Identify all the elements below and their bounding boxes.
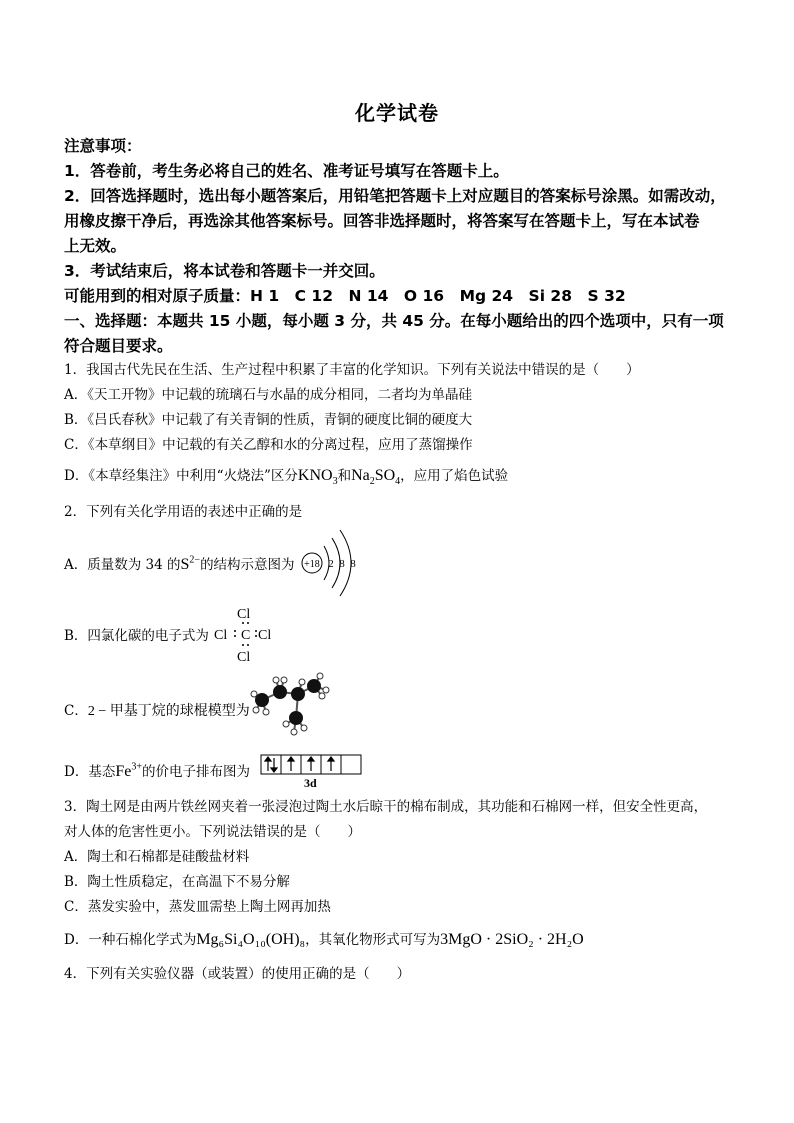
cl-right: Cl (258, 628, 272, 643)
shell-2-electrons: 8 (339, 558, 345, 570)
q3-d-asbestos-formula: Mg₆Si₄O₁₀(OH)₈ (196, 931, 306, 948)
q3-option-b: B．陶土性质稳定，在高温下不易分解 (64, 874, 290, 890)
2-methylbutane-ball-and-stick-model (250, 672, 335, 742)
cl-left: Cl (214, 628, 228, 643)
q2-option-b: B．四氯化碳的电子式为 (64, 628, 209, 644)
q3-stem-line-2: 对人体的危害性更小。下列说法错误的是（ ） (64, 824, 361, 840)
q3-d-oxide-formula: 3MgO · 2SiO₂ · 2H₂O (440, 931, 584, 948)
q4-stem: 4．下列有关实验仪器（或装置）的使用正确的是（ ） (64, 966, 411, 982)
q3-option-a: A．陶土和石棉都是硅酸盐材料 (64, 849, 250, 865)
sulfide-ion-structure-diagram (298, 526, 368, 601)
page-title: 化学试卷 (355, 101, 439, 125)
notice-item-2-line-2: 用橡皮擦干净后，再选涂其他答案标号。回答非选择题时，将答案写在答题卡上，写在本试卷 (64, 212, 700, 230)
q1-option-c: C．《本草纲目》中记载的有关乙醇和水的分离过程，应用了蒸馏操作 (64, 437, 473, 453)
section-1-heading-line-1: 一、选择题：本题共 15 小题，每小题 3 分，共 45 分。在每小题给出的四个选项中，只有一项 (64, 312, 724, 330)
section-1-heading-line-2: 符合题目要求。 (64, 337, 173, 355)
q3-option-d: D．一种石棉化学式为Mg₆Si₄O₁₀(OH)₈，其氧化物形式可写为3MgO · 2SiO₂ · 2H₂O (64, 931, 584, 948)
q2-c-name: 2 − 甲基丁烷的球棍模型为 (87, 704, 250, 719)
cl-bottom: Cl (237, 650, 251, 665)
q1-d-prefix: D．《本草经集注》中利用“火烧法”区分 (64, 468, 298, 484)
q1-d-suffix: ，应用了焰色试验 (400, 468, 509, 484)
q1-option-d (64, 464, 508, 487)
shell-3-electrons: 8 (350, 558, 356, 570)
notice-item-2-line-1: 2．回答选择题时，选出每小题答案后，用铅笔把答题卡上对应题目的答案标号涂黑。如需改动， (64, 187, 726, 205)
q3-option-c: C．蒸发实验中，蒸发皿需垫上陶土网再加热 (64, 899, 331, 915)
q2-stem: 2．下列有关化学用语的表述中正确的是 (64, 504, 303, 520)
q3-stem-line-1: 3．陶土网是由两片铁丝网夹着一张浸泡过陶土水后晾干的棉布制成，其功能和石棉网一样，但安全性更高， (64, 799, 708, 815)
q2-d-ion: $Fe^{3+}$ (115, 761, 142, 780)
q2-option-a: A．质量数为 34 的$S^{2-}$的结构示意图为 (64, 554, 295, 573)
q1-d-formula-na2so4: $Na_2SO_4$ (351, 467, 401, 488)
q1-d-and: 和 (337, 468, 352, 484)
q1-stem: 1．我国古代先民在生活、生产过程中积累了丰富的化学知识。下列有关说法中错误的是（ ） (64, 362, 640, 378)
q2-option-c: C．2 − 甲基丁烷的球棍模型为 (64, 703, 250, 719)
notice-item-1: 1．答卷前，考生务必将自己的姓名、准考证号填写在答题卡上。 (64, 162, 509, 180)
ccl4-electron-formula (212, 602, 282, 666)
notice-heading: 注意事项： (64, 137, 142, 155)
notice-item-3: 3．考试结束后，将本试卷和答题卡一并交回。 (64, 262, 385, 280)
orbital-label-3d: 3d (304, 776, 317, 790)
atomic-mass-line: 可能用到的相对原子质量：H 1 C 12 N 14 O 16 Mg 24 Si 28 S 32 (64, 287, 626, 305)
q1-d-formula-kno3: $KNO_3$ (297, 467, 338, 488)
shell-1-electrons: 2 (328, 558, 334, 570)
carbon: C (241, 628, 251, 643)
notice-item-2-line-3: 上无效。 (64, 237, 127, 255)
nucleus-charge: +18 (304, 559, 320, 570)
q1-option-a: A．《天工开物》中记载的琉璃石与水晶的成分相同，二者均为单晶硅 (64, 387, 472, 403)
cl-top: Cl (237, 607, 251, 622)
fe3-valence-orbital-diagram (260, 754, 364, 790)
q2-option-d: D．基态$Fe^{3+}$的价电子排布图为 (64, 761, 250, 780)
q1-option-b: B．《吕氏春秋》中记载了有关青铜的性质，青铜的硬度比铜的硬度大 (64, 412, 473, 428)
q2-a-ion: $S^{2-}$ (180, 554, 201, 573)
